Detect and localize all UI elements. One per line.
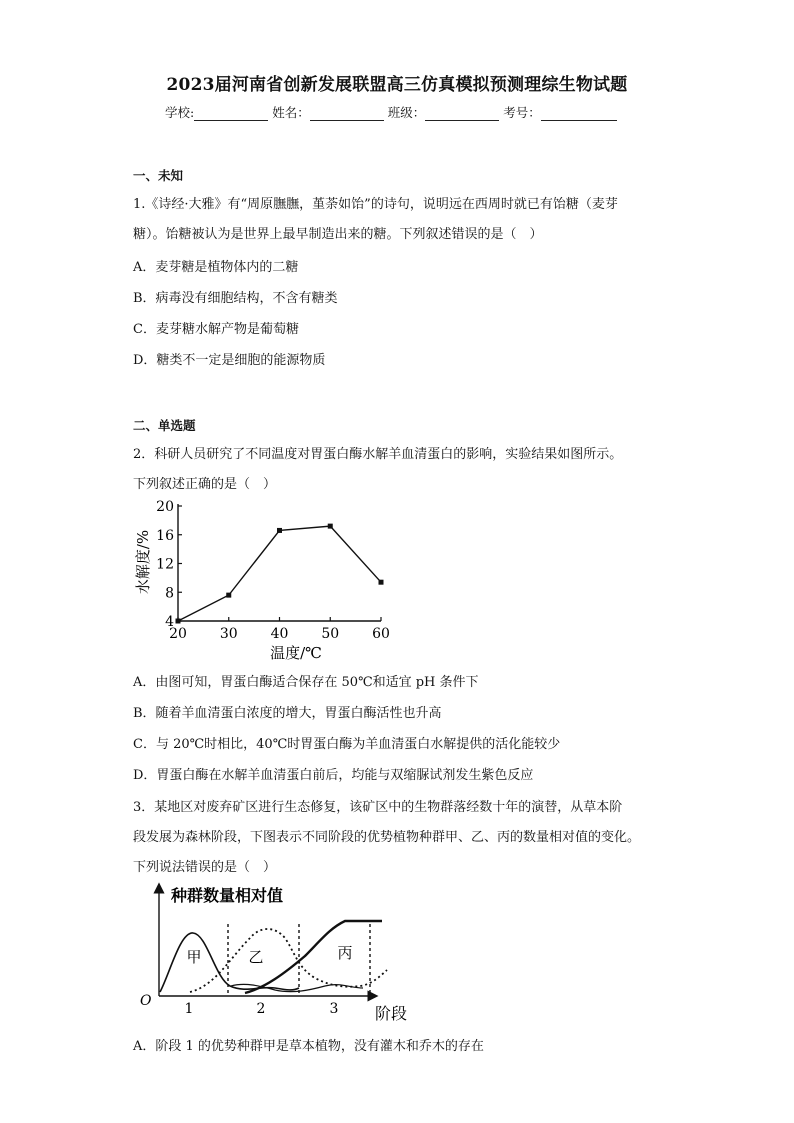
y-tick-label: 4 (165, 614, 174, 630)
question-2-stem-line-1: 2．科研人员研究了不同温度对胃蛋白酶水解羊血清蛋白的影响，实验结果如图所示。 (133, 447, 623, 462)
stage-tick-label: 3 (329, 1001, 339, 1017)
y-axis-label: 水解度/% (134, 529, 152, 595)
question-3-stem-line-1: 3．某地区对废弃矿区进行生态修复，该矿区中的生物群落经数十年的演替，从草本阶 (133, 800, 623, 815)
question-2-option-b: B．随着羊血清蛋白浓度的增大，胃蛋白酶活性也升高 (133, 706, 442, 721)
x-tick-label: 40 (270, 626, 289, 642)
question-1-option-c: C．麦芽糖水解产物是葡萄糖 (133, 322, 299, 337)
hydrolysis-series-line (178, 526, 381, 621)
stage-tick-label: 1 (184, 1001, 194, 1017)
question-3-stem-line-3: 下列说法错误的是（ ） (133, 860, 277, 875)
class-label: 班级： (387, 105, 426, 120)
exam-number-label: 考号： (503, 105, 541, 120)
student-info-line (165, 103, 617, 121)
series-label: 乙 (248, 948, 264, 966)
school-blank (194, 107, 268, 121)
x-tick-label: 60 (372, 626, 390, 642)
name-label: 姓名： (272, 105, 310, 120)
name-blank (310, 107, 384, 121)
question-3-stem-line-2: 段发展为森林阶段，下图表示不同阶段的优势植物种群甲、乙、丙的数量相对值的变化。 (133, 830, 641, 845)
question-2-option-d: D．胃蛋白酶在水解羊血清蛋白前后，均能与双缩脲试剂发生紫色反应 (133, 768, 534, 783)
question-2-option-a: A．由图可知，胃蛋白酶适合保存在 50℃和适宜 pH 条件下 (133, 675, 479, 690)
question-1-option-b: B．病毒没有细胞结构，不含有糖类 (133, 291, 338, 306)
data-point (277, 528, 282, 533)
y-tick-label: 20 (156, 499, 174, 515)
data-point (379, 580, 384, 585)
hydrolysis-chart (128, 492, 418, 664)
series-bing-curve (245, 921, 382, 993)
origin-label: O (140, 993, 152, 1009)
question-1-stem-line-1: 1.《诗经·大雅》有“周原膴膴，堇荼如饴”的诗句，说明远在西周时就已有饴糖（麦芽 (133, 197, 618, 212)
section-heading: 一、未知 (133, 168, 184, 183)
data-point (226, 593, 231, 598)
question-1-option-a: A．麦芽糖是植物体内的二糖 (133, 260, 299, 275)
x-tick-label: 50 (321, 626, 340, 642)
x-tick-label: 20 (169, 626, 187, 642)
chart-title: 种群数量相对值 (171, 886, 284, 905)
question-1-option-d: D．糖类不一定是细胞的能源物质 (133, 353, 326, 368)
succession-chart (135, 878, 425, 1024)
x-tick-label: 30 (219, 626, 238, 642)
series-label: 丙 (337, 944, 353, 962)
y-tick-label: 8 (165, 585, 174, 602)
class-blank (425, 107, 499, 121)
question-2-stem-line-2: 下列叙述正确的是（ ） (133, 477, 277, 492)
section-heading: 二、单选题 (133, 418, 196, 433)
data-point (328, 524, 333, 529)
exam-number-blank (541, 107, 617, 121)
x-axis-label: 阶段 (374, 1004, 408, 1023)
question-1-stem-line-2: 糖）。饴糖被认为是世界上最早制造出来的糖。下列叙述错误的是（ ） (133, 227, 543, 242)
series-yi-curve (190, 929, 387, 992)
data-point (176, 619, 181, 624)
x-axis-label: 温度/℃ (270, 644, 322, 662)
series-label: 甲 (186, 948, 202, 966)
question-2-option-c: C．与 20℃时相比，40℃时胃蛋白酶为羊血清蛋白水解提供的活化能较少 (133, 737, 561, 752)
school-label: 学校: (165, 105, 195, 120)
question-3-option-a: A．阶段 1 的优势种群甲是草本植物，没有灌木和乔木的存在 (133, 1039, 484, 1054)
page-title: 2023届河南省创新发展联盟高三仿真模拟预测理综生物试题 (166, 75, 628, 95)
stage-tick-label: 2 (256, 1001, 266, 1017)
y-tick-label: 12 (156, 556, 174, 573)
y-tick-label: 16 (156, 527, 174, 544)
